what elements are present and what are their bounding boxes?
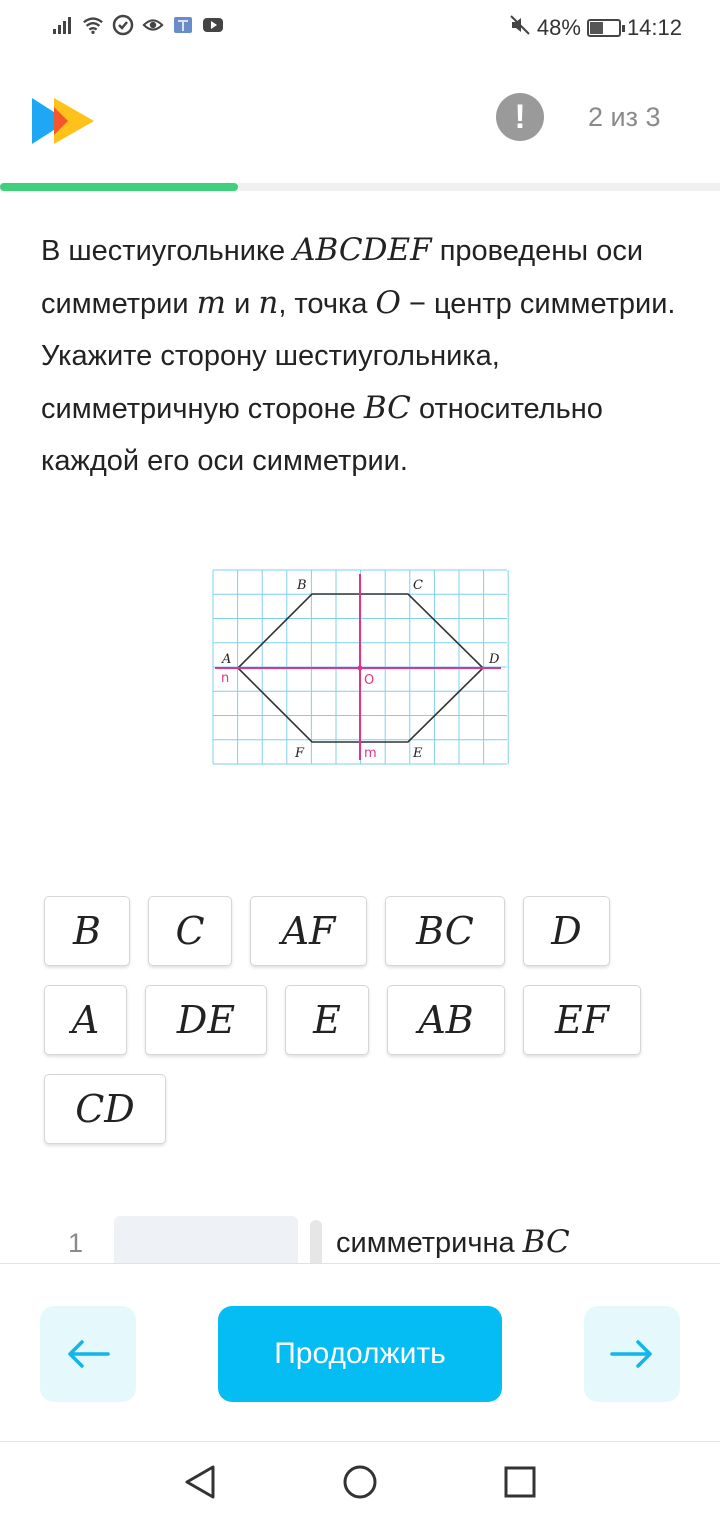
back-button[interactable] xyxy=(40,1306,136,1402)
math-point-o: O xyxy=(375,285,401,321)
tile-AF[interactable]: AF xyxy=(250,896,367,966)
status-icons xyxy=(52,14,224,36)
tile-EF[interactable]: EF xyxy=(523,985,641,1055)
tile-row xyxy=(44,1074,684,1144)
continue-button[interactable]: Продолжить xyxy=(218,1306,502,1402)
answer-side: BC xyxy=(522,1224,570,1260)
tile-D[interactable]: D xyxy=(523,896,610,966)
tile-A[interactable]: A xyxy=(44,985,127,1055)
tile-row xyxy=(44,985,684,1055)
progress-fill xyxy=(0,183,238,191)
report-problem-button[interactable]: ! xyxy=(496,93,544,141)
mute-icon xyxy=(509,14,531,42)
system-nav-bar xyxy=(0,1441,720,1520)
answer-text: симметрична xyxy=(336,1227,523,1259)
tile-DE[interactable]: DE xyxy=(145,985,267,1055)
book-icon xyxy=(172,14,194,36)
app-logo-icon xyxy=(30,96,100,146)
forward-button[interactable] xyxy=(584,1306,680,1402)
status-bar xyxy=(0,0,720,56)
answer-drop-slot[interactable] xyxy=(114,1216,298,1264)
vertex-label: A xyxy=(222,652,232,667)
eye-icon xyxy=(142,14,164,36)
axis-label-n: n xyxy=(221,671,230,686)
progress-bar xyxy=(0,183,720,191)
math-side-bc: BC xyxy=(363,390,411,426)
hexagon-diagram xyxy=(211,568,509,766)
battery-icon xyxy=(587,19,621,37)
center-point xyxy=(358,666,363,671)
hexagon-figure xyxy=(211,568,509,766)
system-back-button[interactable] xyxy=(180,1462,220,1502)
signal-icon xyxy=(52,14,74,36)
question-part: В шестиугольнике xyxy=(41,235,294,267)
system-recents-button[interactable] xyxy=(500,1462,540,1502)
system-home-button[interactable] xyxy=(340,1462,380,1502)
axis-label-m: m xyxy=(364,746,377,761)
answer-row xyxy=(0,1216,720,1264)
answer-number: 1 xyxy=(68,1228,84,1258)
math-axis-m: m xyxy=(196,285,227,321)
question-text xyxy=(41,224,681,487)
answer-tiles xyxy=(44,896,684,1163)
vertex-label: C xyxy=(413,578,423,593)
question-part: , точка xyxy=(278,288,368,320)
vpn-icon xyxy=(112,14,134,36)
vertex-label: D xyxy=(489,652,500,667)
bottom-bar xyxy=(0,1263,720,1441)
arrow-left-icon xyxy=(66,1339,110,1369)
question-part: относительно каждой его оси симметрии. xyxy=(41,393,603,477)
battery-percent: 48% xyxy=(536,15,581,40)
page-counter: 2 из 3 xyxy=(588,102,661,132)
youtube-icon xyxy=(202,14,224,36)
tile-AB[interactable]: AB xyxy=(387,985,505,1055)
wifi-icon xyxy=(82,14,104,36)
math-hexagon: ABCDEF xyxy=(293,232,432,268)
tile-E[interactable]: E xyxy=(285,985,369,1055)
question-part: и xyxy=(226,288,259,320)
answer-label xyxy=(336,1224,570,1260)
circle-home-icon xyxy=(342,1464,378,1500)
question-part: − центр симметрии. Укажите сторону шестиугольника, симметричную стороне xyxy=(41,288,676,425)
vertex-label: F xyxy=(295,746,305,761)
tile-row xyxy=(44,896,684,966)
tile-CD[interactable]: CD xyxy=(44,1074,166,1144)
clock: 14:12 xyxy=(626,15,682,40)
vertex-label: B xyxy=(297,578,307,593)
status-right xyxy=(509,14,682,42)
square-recents-icon xyxy=(503,1465,537,1499)
question-part: проведены оси симметрии xyxy=(41,235,644,320)
tile-BC[interactable]: BC xyxy=(385,896,505,966)
tile-C[interactable]: C xyxy=(148,896,232,966)
app-header xyxy=(0,70,720,170)
drag-handle[interactable] xyxy=(310,1220,322,1264)
tile-B[interactable]: B xyxy=(44,896,130,966)
center-label: O xyxy=(364,673,375,688)
arrow-right-icon xyxy=(610,1339,654,1369)
vertex-label: E xyxy=(413,746,423,761)
triangle-back-icon xyxy=(183,1464,217,1500)
math-axis-n: n xyxy=(258,285,279,321)
